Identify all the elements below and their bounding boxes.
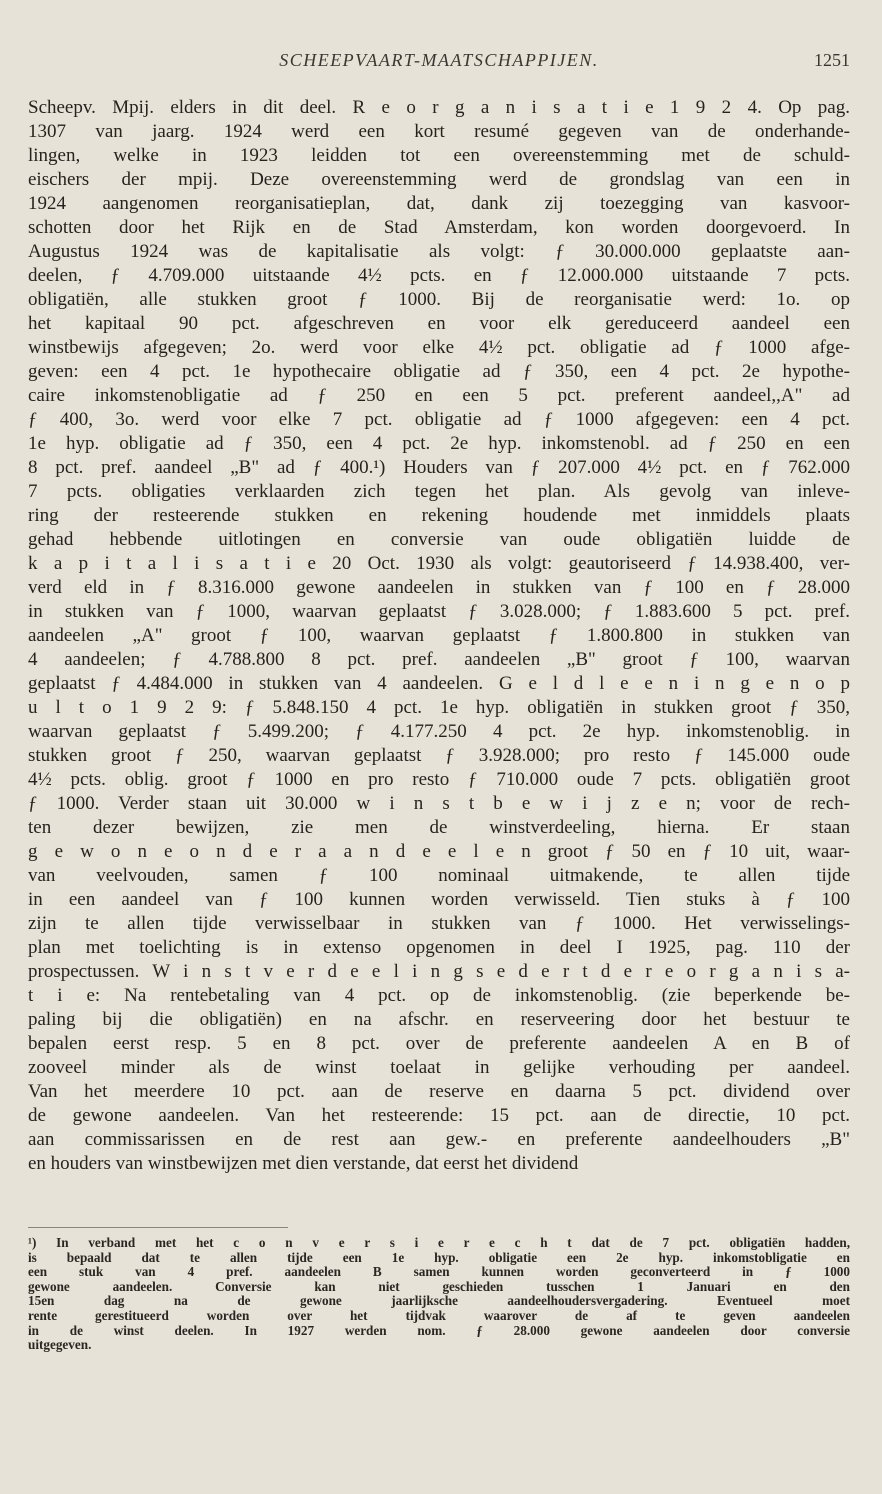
body-line: eischers der mpij. Deze overeenstemming werd de grondslag van een in	[28, 169, 850, 190]
footnote-divider	[28, 1227, 288, 1228]
body-line: Scheepv. Mpij. elders in dit deel. R e o r g a n i s a t i e 1 9 2 4. Op pag.	[28, 97, 850, 118]
body-line: 4 aandeelen; ƒ 4.788.800 8 pct. pref. aandeelen „B" groot ƒ 100, waarvan	[28, 649, 850, 670]
body-line: Augustus 1924 was de kapitalisatie als volgt: ƒ 30.000.000 geplaatste aan-	[28, 241, 850, 262]
body-line: t i e: Na rentebetaling van 4 pct. op de inkomstenoblig. (zie beperkende be-	[28, 985, 850, 1006]
body-line: het kapitaal 90 pct. afgeschreven en voor elk gereduceerd aandeel een	[28, 313, 850, 334]
body-line: van veelvouden, samen ƒ 100 nominaal uitmakende, te allen tijde	[28, 865, 850, 886]
body-line: lingen, welke in 1923 leidden tot een overeenstemming met de schuld-	[28, 145, 850, 166]
body-line: verd eld in ƒ 8.316.000 gewone aandeelen in stukken van ƒ 100 en ƒ 28.000	[28, 577, 850, 598]
body-line: 1307 van jaarg. 1924 werd een kort resumé gegeven van de onderhande-	[28, 121, 850, 142]
body-line: zijn te allen tijde verwisselbaar in stukken van ƒ 1000. Het verwisselings-	[28, 913, 850, 934]
body-line: winstbewijs afgegeven; 2o. werd voor elke 4½ pct. obligatie ad ƒ 1000 afge-	[28, 337, 850, 358]
body-line: obligatiën, alle stukken groot ƒ 1000. Bij de reorganisatie werd: 1o. op	[28, 289, 850, 310]
body-line: waarvan geplaatst ƒ 5.499.200; ƒ 4.177.250 4 pct. 2e hyp. inkomstenoblig. in	[28, 721, 850, 742]
body-line: Van het meerdere 10 pct. aan de reserve en daarna 5 pct. dividend over	[28, 1081, 850, 1102]
footnote-line: een stuk van 4 pref. aandeelen B samen kunnen worden geconverteerd in ƒ 1000	[28, 1265, 850, 1280]
footnote-line: gewone aandeelen. Conversie kan niet geschieden tusschen 1 Januari en den	[28, 1279, 850, 1294]
body-line: en houders van winstbewijzen met dien verstande, dat eerst het dividend	[28, 1153, 579, 1174]
body-line: geven: een 4 pct. 1e hypothecaire obligatie ad ƒ 350, een 4 pct. 2e hypothe-	[28, 361, 850, 382]
body-line: stukken groot ƒ 250, waarvan geplaatst ƒ 3.928.000; pro resto ƒ 145.000 oude	[28, 745, 850, 766]
body-line: ten dezer bewijzen, zie men de winstverdeeling, hierna. Er staan	[28, 817, 850, 838]
body-line: schotten door het Rijk en de Stad Amsterdam, kon worden doorgevoerd. In	[28, 217, 850, 238]
body-line: 1e hyp. obligatie ad ƒ 350, een 4 pct. 2e hyp. inkomstenobl. ad ƒ 250 en een	[28, 433, 850, 454]
body-line: zooveel minder als de winst toelaat in gelijke verhouding per aandeel.	[28, 1057, 850, 1078]
body-line: 7 pcts. obligaties verklaarden zich tegen het plan. Als gevolg van inleve-	[28, 481, 850, 502]
body-line: geplaatst ƒ 4.484.000 in stukken van 4 aandeelen. G e l d l e e n i n g e n o p	[28, 673, 850, 694]
footnote-line: rente gerestitueerd worden over het tijdvak waarover de af te geven aandeelen	[28, 1308, 850, 1323]
body-line: 1924 aangenomen reorganisatieplan, dat, dank zij toezegging van kasvoor-	[28, 193, 850, 214]
body-line: plan met toelichting is in extenso opgenomen in deel I 1925, pag. 110 der	[28, 937, 850, 958]
page-header	[28, 50, 850, 80]
footnote-line: ¹) In verband met het c o n v e r s i e r e c h t dat de 7 pct. obligatiën hadden,	[28, 1236, 850, 1250]
footnote	[28, 1236, 850, 1353]
body-line: 4½ pcts. oblig. groot ƒ 1000 en pro resto ƒ 710.000 oude 7 pcts. obligatiën groot	[28, 769, 850, 790]
body-line: deelen, ƒ 4.709.000 uitstaande 4½ pcts. en ƒ 12.000.000 uitstaande 7 pcts.	[28, 265, 850, 286]
page-number: 1251	[814, 50, 850, 70]
body-line: ring der resteerende stukken en rekening houdende met inmiddels plaats	[28, 505, 850, 526]
body-line: aandeelen „A" groot ƒ 100, waarvan geplaatst ƒ 1.800.800 in stukken van	[28, 625, 850, 646]
body-line: g e w o n e o n d e r a a n d e e l e n groot ƒ 50 en ƒ 10 uit, waar-	[28, 841, 850, 862]
body-line: ƒ 1000. Verder staan uit 30.000 w i n s t b e w i j z e n; voor de rech-	[28, 793, 850, 814]
body-line: prospectussen. W i n s t v e r d e e l i n g s e d e r t d e r e o r g a n i s a-	[28, 961, 850, 982]
running-title: SCHEEPVAART-MAATSCHAPPIJEN.	[279, 50, 599, 70]
footnote-line: uitgegeven.	[28, 1338, 92, 1353]
body-line: ƒ 400, 3o. werd voor elke 7 pct. obligatie ad ƒ 1000 afgegeven: een 4 pct.	[28, 409, 850, 430]
footnote-line: 15en dag na de gewone jaarlijksche aandeelhoudersvergadering. Eventueel moet	[28, 1294, 850, 1309]
body-line: gehad hebbende uitlotingen en conversie van oude obligatiën luidde de	[28, 529, 850, 550]
body-line: in een aandeel van ƒ 100 kunnen worden verwisseld. Tien stuks à ƒ 100	[28, 889, 850, 910]
body-line: caire inkomstenobligatie ad ƒ 250 en een 5 pct. preferent aandeel,,A" ad	[28, 385, 850, 406]
footnote-line: is bepaald dat te allen tijde een 1e hyp. obligatie een 2e hyp. inkomstobligatie en	[28, 1250, 850, 1265]
body-line: bepalen eerst resp. 5 en 8 pct. over de preferente aandeelen A en B of	[28, 1033, 850, 1054]
body-line: k a p i t a l i s a t i e 20 Oct. 1930 als volgt: geautoriseerd ƒ 14.938.400, ver-	[28, 553, 850, 574]
body-line: aan commissarissen en de rest aan gew.- en preferente aandeelhouders „B"	[28, 1129, 850, 1150]
body-line: u l t o 1 9 2 9: ƒ 5.848.150 4 pct. 1e hyp. obligatiën in stukken groot ƒ 350,	[28, 697, 850, 718]
body-text	[28, 96, 850, 1176]
body-line: in stukken van ƒ 1000, waarvan geplaatst ƒ 3.028.000; ƒ 1.883.600 5 pct. pref.	[28, 601, 850, 622]
footnote-line: in de winst deelen. In 1927 werden nom. ƒ 28.000 gewone aandeelen door conversie	[28, 1323, 850, 1338]
body-line: paling bij die obligatiën) en na afschr. en reserveering door het bestuur te	[28, 1009, 850, 1030]
body-line: de gewone aandeelen. Van het resteerende: 15 pct. aan de directie, 10 pct.	[28, 1105, 850, 1126]
body-line: 8 pct. pref. aandeel „B" ad ƒ 400.¹) Houders van ƒ 207.000 4½ pct. en ƒ 762.000	[28, 457, 850, 478]
